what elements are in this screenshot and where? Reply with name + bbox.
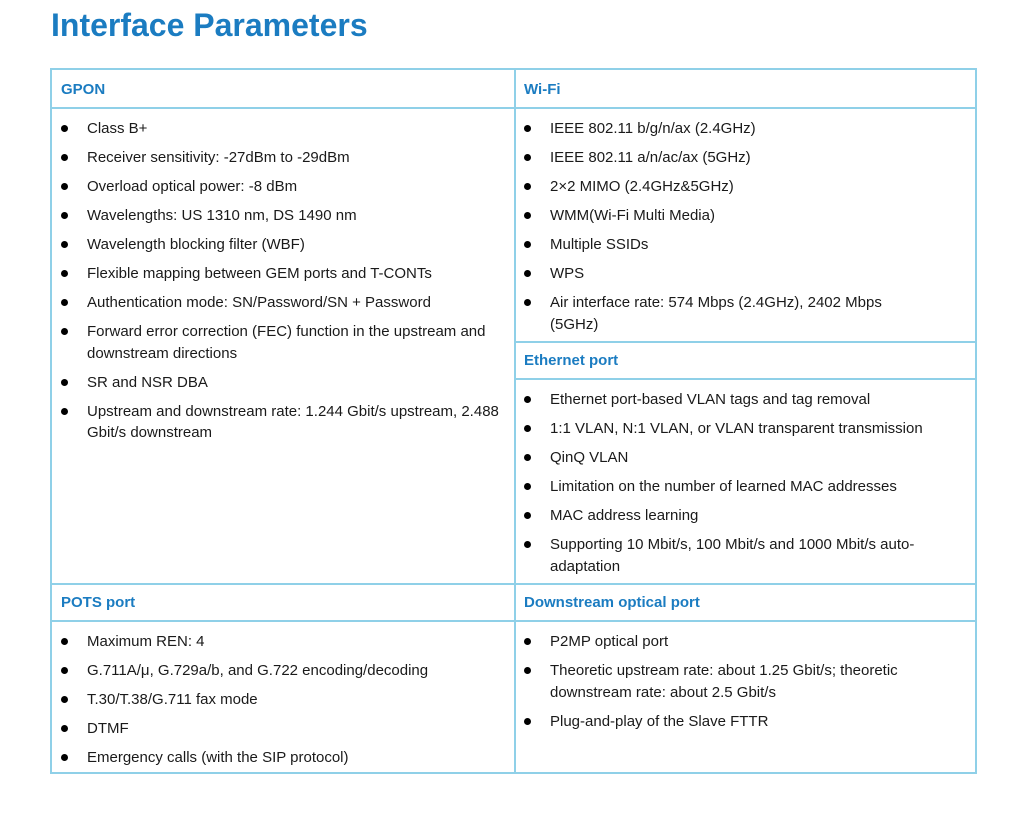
bullet-icon bbox=[61, 270, 68, 277]
list-item: 2×2 MIMO (2.4GHz&5GHz) bbox=[524, 176, 964, 198]
list-item: Overload optical power: -8 dBm bbox=[61, 176, 501, 198]
list-item: Supporting 10 Mbit/s, 100 Mbit/s and 1000 Mbit/s auto-adaptation bbox=[524, 534, 964, 577]
bullet-icon bbox=[61, 183, 68, 190]
list-item: T.30/T.38/G.711 fax mode bbox=[61, 689, 501, 711]
list-item: Ethernet port-based VLAN tags and tag removal bbox=[524, 389, 964, 411]
ethernet-header-divider bbox=[516, 378, 975, 380]
bullet-icon bbox=[524, 667, 531, 674]
bullet-icon bbox=[524, 183, 531, 190]
gpon-header-divider bbox=[52, 107, 514, 109]
interface-parameters-table bbox=[50, 68, 977, 774]
list-item: MAC address learning bbox=[524, 505, 964, 527]
list-item: IEEE 802.11 a/n/ac/ax (5GHz) bbox=[524, 147, 964, 169]
bullet-icon bbox=[61, 754, 68, 761]
bullet-icon bbox=[524, 241, 531, 248]
bullet-icon bbox=[61, 212, 68, 219]
bullet-icon bbox=[61, 725, 68, 732]
bullet-icon bbox=[524, 483, 531, 490]
gpon-list bbox=[61, 118, 501, 451]
bullet-icon bbox=[524, 454, 531, 461]
list-item: Wavelengths: US 1310 nm, DS 1490 nm bbox=[61, 205, 501, 227]
list-item: Forward error correction (FEC) function in the upstream and downstream directions bbox=[61, 321, 501, 364]
bullet-icon bbox=[61, 638, 68, 645]
list-item: DTMF bbox=[61, 718, 501, 740]
column-divider bbox=[514, 70, 516, 772]
bullet-icon bbox=[61, 696, 68, 703]
bullet-icon bbox=[61, 241, 68, 248]
list-item: Emergency calls (with the SIP protocol) bbox=[61, 747, 501, 769]
pots-section-title: POTS port bbox=[61, 594, 136, 611]
bullet-icon bbox=[524, 154, 531, 161]
gpon-section-title: GPON bbox=[61, 81, 106, 98]
bullet-icon bbox=[61, 667, 68, 674]
list-item: WMM(Wi-Fi Multi Media) bbox=[524, 205, 964, 227]
wifi-list bbox=[524, 118, 964, 343]
bullet-icon bbox=[524, 125, 531, 132]
page-title: Interface Parameters bbox=[51, 7, 368, 43]
list-item: 1:1 VLAN, N:1 VLAN, or VLAN transparent transmission bbox=[524, 418, 964, 440]
bullet-icon bbox=[524, 212, 531, 219]
list-item: Wavelength blocking filter (WBF) bbox=[61, 234, 501, 256]
list-item: SR and NSR DBA bbox=[61, 372, 501, 394]
ethernet-list bbox=[524, 389, 964, 585]
bullet-icon bbox=[61, 125, 68, 132]
list-item: G.711A/μ, G.729a/b, and G.722 encoding/decoding bbox=[61, 660, 501, 682]
list-item: Maximum REN: 4 bbox=[61, 631, 501, 653]
list-item: Upstream and downstream rate: 1.244 Gbit/s upstream, 2.488 Gbit/s downstream bbox=[61, 401, 501, 444]
bullet-icon bbox=[524, 718, 531, 725]
bullet-icon bbox=[524, 425, 531, 432]
downstream-list bbox=[524, 631, 964, 740]
bullet-icon bbox=[524, 638, 531, 645]
ethernet-section-title: Ethernet port bbox=[524, 352, 619, 369]
downstream-section-title: Downstream optical port bbox=[524, 594, 700, 611]
bullet-icon bbox=[61, 154, 68, 161]
bullet-icon bbox=[524, 512, 531, 519]
bullet-icon bbox=[61, 408, 68, 415]
bullet-icon bbox=[524, 396, 531, 403]
list-item: Receiver sensitivity: -27dBm to -29dBm bbox=[61, 147, 501, 169]
list-item: Authentication mode: SN/Password/SN + Password bbox=[61, 292, 501, 314]
row2-header-divider bbox=[52, 620, 975, 622]
bullet-icon bbox=[61, 379, 68, 386]
list-item: QinQ VLAN bbox=[524, 447, 964, 469]
bullet-icon bbox=[524, 541, 531, 548]
bullet-icon bbox=[524, 299, 531, 306]
list-item: P2MP optical port bbox=[524, 631, 964, 653]
bullet-icon bbox=[61, 299, 68, 306]
pots-list bbox=[61, 631, 501, 776]
list-item: Multiple SSIDs bbox=[524, 234, 964, 256]
wifi-header-divider bbox=[516, 107, 975, 109]
list-item: Theoretic upstream rate: about 1.25 Gbit/s; theoretic downstream rate: about 2.5 Gbit/s bbox=[524, 660, 964, 703]
list-item: Air interface rate: 574 Mbps (2.4GHz), 2402 Mbps (5GHz) bbox=[524, 292, 964, 335]
list-item: Flexible mapping between GEM ports and T-CONTs bbox=[61, 263, 501, 285]
wifi-section-title: Wi-Fi bbox=[524, 81, 561, 98]
list-item: WPS bbox=[524, 263, 964, 285]
bullet-icon bbox=[524, 270, 531, 277]
list-item: Class B+ bbox=[61, 118, 501, 140]
list-item: Limitation on the number of learned MAC addresses bbox=[524, 476, 964, 498]
list-item: Plug-and-play of the Slave FTTR bbox=[524, 711, 964, 733]
list-item: IEEE 802.11 b/g/n/ax (2.4GHz) bbox=[524, 118, 964, 140]
bullet-icon bbox=[61, 328, 68, 335]
